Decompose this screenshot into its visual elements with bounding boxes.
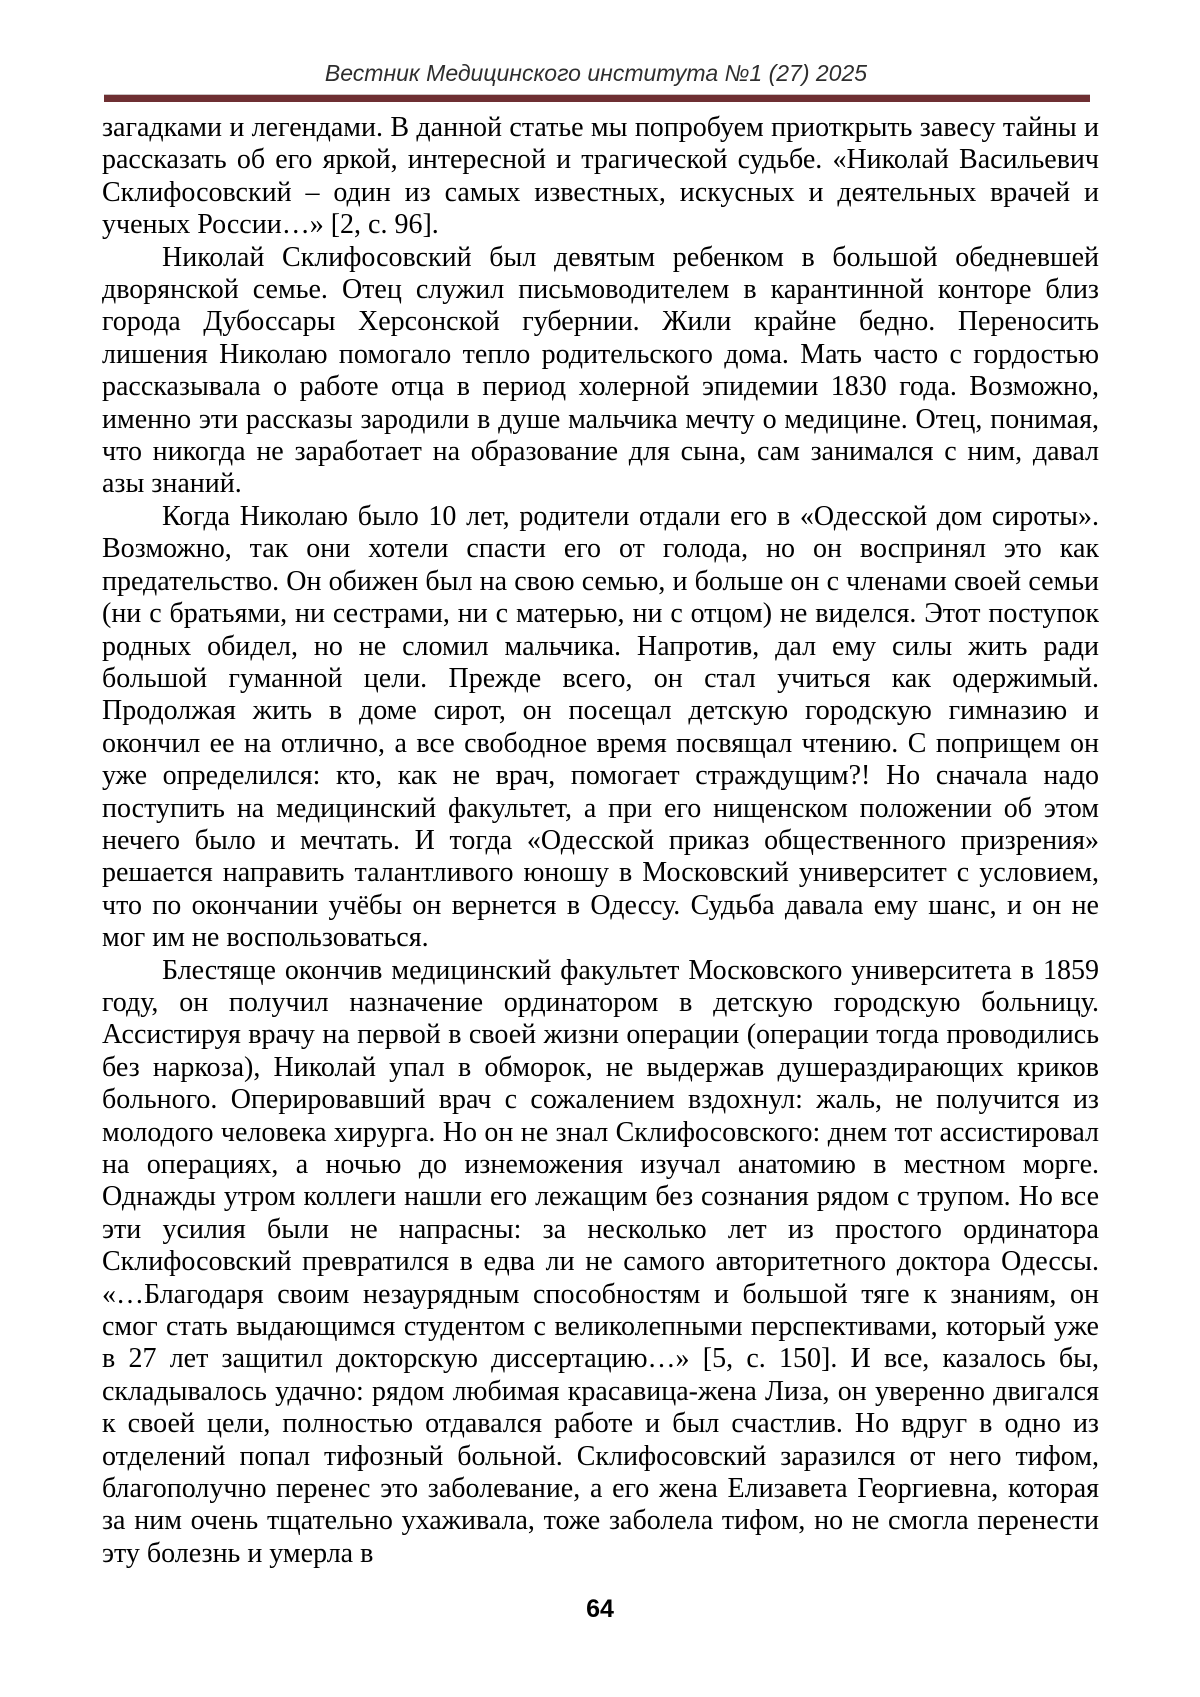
paragraph: Николай Склифосовский был девятым ребенком в большой обедневшей дворянской семье. Отец служил письмоводителем в карантинной конторе близ города Дубоссары Херсонской губернии. Жили крайне бедно. Переносить лишения Николаю помогало тепло родительского дома. Мать часто с гордостью рассказывала о работе отца в период холерной эпидемии 1830 года. Возможно, именно эти рассказы зародили в душе мальчика мечту о медицине. Отец, понимая, что никогда не заработает на образование для сына, сам занимался с ним, давал азы знаний. [102, 241, 1099, 500]
paragraph: Блестяще окончив медицинский факультет Московского университета в 1859 году, он получил назначение ординатором в детскую городскую больницу. Ассистируя врачу на первой в своей жизни операции (операции тогда проводились без наркоза), Николай упал в обморок, не выдержав душераздирающих криков больного. Оперировавший врач с сожалением вздохнул: жаль, не получится из молодого человека хирурга. Но он не знал Склифосовского: днем тот ассистировал на операциях, а ночью до изнеможения изучал анатомию в местном морге. Однажды утром коллеги нашли его лежащим без сознания рядом с трупом. Но все эти усилия были не напрасны: за несколько лет из простого ординатора Склифосовский превратился в едва ли не самого авторитетного доктора Одессы. «…Благодаря своим незаурядным способностям и большой тяге к знаниям, он смог стать выдающимся студентом с великолепными перспективами, который уже в 27 лет защитил докторскую диссертацию…» [5, с. 150]. И все, казалось бы, складывалось удачно: рядом любимая красавица-жена Лиза, он уверенно двигался к своей цели, полностью отдавался работе и был счастлив. Но вдруг в одно из отделений попал тифозный больной. Склифосовский заразился от него тифом, благополучно перенес это заболевание, а его жена Елизавета Георгиевна, которая за ним очень тщательно ухаживала, тоже заболела тифом, но не смогла перенести эту болезнь и умерла в [102, 954, 1099, 1569]
page-footer [0, 1595, 1200, 1624]
article-body [102, 112, 1099, 1570]
paragraph: Когда Николаю было 10 лет, родители отдали его в «Одесской дом сироты». Возможно, так они хотели спасти его от голода, но он воспринял это как предательство. Он обижен был на свою семью, и больше он с членами своей семьи (ни с братьями, ни сестрами, ни с матерью, ни с отцом) не виделся. Этот поступок родных обидел, но не сломил мальчика. Напротив, дал ему силы жить ради большой гуманной цели. Прежде всего, он стал учиться как одержимый. Продолжая жить в доме сирот, он посещал детскую городскую гимназию и окончил ее на отлично, а все свободное время посвящал чтению. С поприщем он уже определился: кто, как не врач, помогает страждущим?! Но сначала надо поступить на медицинский факультет, а при его нищенском положении об этом нечего было и мечтать. И тогда «Одесской приказ общественного призрения» решается направить талантливого юношу в Московский университет с условием, что по окончании учёбы он вернется в Одессу. Судьба давала ему шанс, и он не мог им не воспользоваться. [102, 500, 1099, 954]
header-rule-bar [104, 94, 1090, 102]
page-number: 64 [586, 1595, 614, 1623]
paragraph: загадками и легендами. В данной статье мы попробуем приоткрыть завесу тайны и рассказать об его яркой, интересной и трагической судьбе. «Николай Васильевич Склифосовский – один из самых известных, искусных и деятельных врачей и ученых России…» [2, с. 96]. [102, 112, 1099, 241]
journal-header-title: Вестник Медицинского института №1 (27) 2025 [324, 60, 868, 86]
